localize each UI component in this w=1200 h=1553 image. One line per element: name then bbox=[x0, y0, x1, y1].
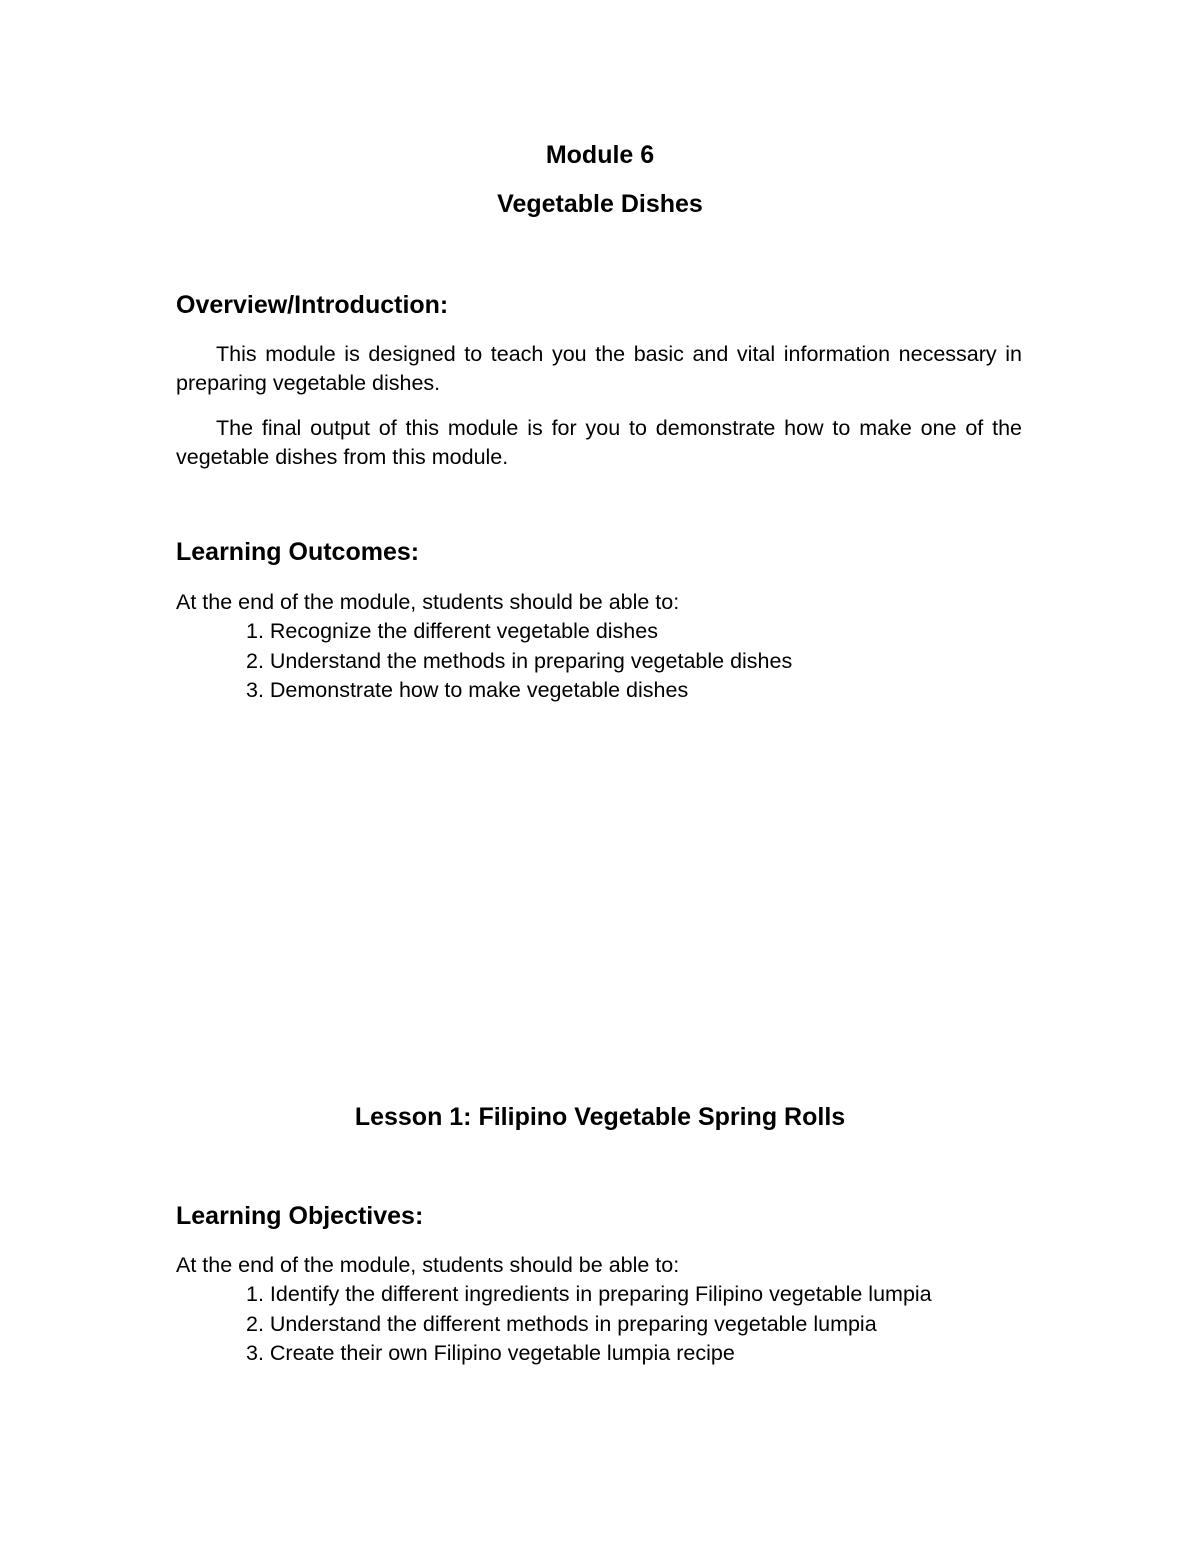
overview-paragraph-1 bbox=[176, 340, 1022, 398]
list-item: 1. Identify the different ingredients in preparing Filipino vegetable lumpia bbox=[246, 1282, 932, 1306]
list-item: 1. Recognize the different vegetable dishes bbox=[246, 619, 658, 643]
module-number-title: Module 6 bbox=[545, 141, 655, 169]
lesson-title: Lesson 1: Filipino Vegetable Spring Rolls bbox=[354, 1103, 846, 1131]
list-item: 2. Understand the different methods in preparing vegetable lumpia bbox=[246, 1311, 877, 1336]
learning-objectives-list bbox=[246, 1280, 932, 1369]
overview-paragraph-1-text: This module is designed to teach you the basic and vital information necessary in preparing vegetable dishes. bbox=[176, 342, 1022, 395]
learning-outcomes-heading: Learning Outcomes: bbox=[176, 538, 420, 566]
learning-outcomes-lead: At the end of the module, students should be able to: bbox=[176, 590, 680, 614]
module-subject-title: Vegetable Dishes bbox=[497, 190, 703, 218]
list-item: 2. Understand the methods in preparing vegetable dishes bbox=[246, 648, 793, 673]
learning-objectives-lead: At the end of the module, students should be able to: bbox=[176, 1253, 680, 1277]
list-item: 3. Create their own Filipino vegetable lumpia recipe bbox=[246, 1341, 735, 1365]
list-item: 3. Demonstrate how to make vegetable dishes bbox=[246, 678, 689, 702]
overview-paragraph-2 bbox=[176, 414, 1022, 472]
learning-objectives-heading: Learning Objectives: bbox=[176, 1202, 424, 1230]
overview-paragraph-2-text: The final output of this module is for you to demonstrate how to make one of the vegetable dishes from this module. bbox=[176, 416, 1022, 469]
learning-outcomes-list bbox=[246, 617, 792, 706]
overview-heading: Overview/Introduction: bbox=[176, 291, 449, 319]
